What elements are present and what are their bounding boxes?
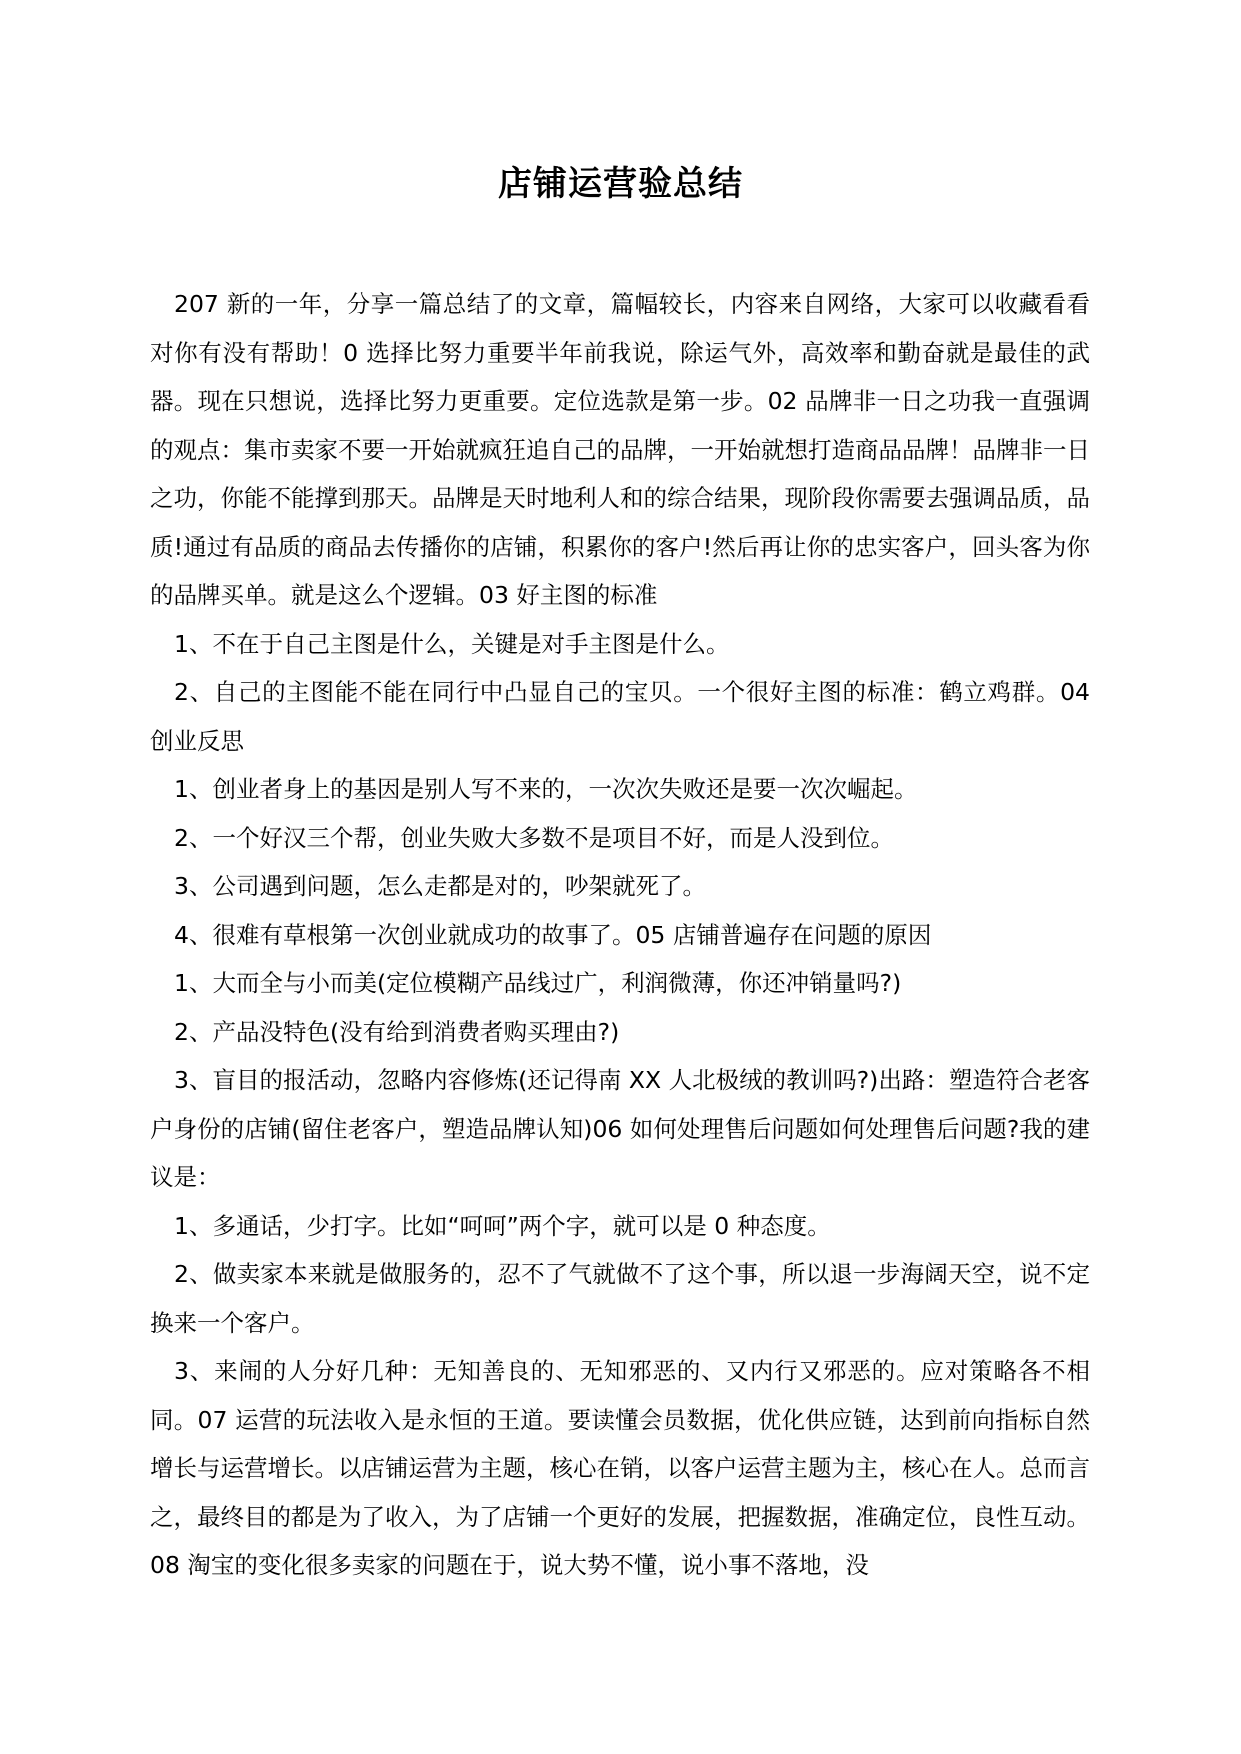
paragraph: 2、一个好汉三个帮，创业失败大多数不是项目不好，而是人没到位。 bbox=[174, 823, 894, 852]
paragraph: 1、不在于自己主图是什么，关键是对手主图是什么。 bbox=[174, 629, 730, 658]
paragraph: 3、盲目的报活动，忽略内容修炼(还记得南 XX 人北极绒的教训吗?)出路：塑造符合老客户身份的店铺(留住老客户，塑造品牌认知)06 如何处理售后问题如何处理售后问题?我的建议是： bbox=[150, 1066, 1090, 1191]
paragraph-intro: 207 新的一年，分享一篇总结了的文章，篇幅较长，内容来自网络，大家可以收藏看看对你有没有帮助！0 选择比努力重要半年前我说，除运气外，高效率和勤奋就是最佳的武器。现在只想说，选择比努力更重要。定位选款是第一步。02 品牌非一日之功我一直强调的观点：集市卖家不要一开始就疯狂追自己的品牌，一开始就想打造商品品牌！品牌非一日之功，你能不能撑到那天。品牌是天时地利人和的综合结果，现阶段你需要去强调品质，品质!通过有品质的商品去传播你的店铺，积累你的客户!然后再让你的忠实客户，回头客为你的品牌买单。就是这么个逻辑。03 好主图的标准 bbox=[150, 290, 1090, 609]
document-title: 店铺运营验总结 bbox=[498, 164, 743, 204]
paragraph: 1、大而全与小而美(定位模糊产品线过广，利润微薄，你还冲销量吗?) bbox=[174, 969, 902, 997]
paragraph: 2、做卖家本来就是做服务的，忍不了气就做不了这个事，所以退一步海阔天空，说不定换来一个客户。 bbox=[150, 1260, 1090, 1337]
paragraph: 4、很难有草根第一次创业就成功的故事了。05 店铺普遍存在问题的原因 bbox=[174, 920, 932, 949]
paragraph: 1、多通话，少打字。比如“呵呵”两个字，就可以是 0 种态度。 bbox=[174, 1211, 831, 1240]
paragraph: 3、来闹的人分好几种：无知善良的、无知邪恶的、又内行又邪恶的。应对策略各不相同。07 运营的玩法收入是永恒的王道。要读懂会员数据，优化供应链，达到前向指标自然增长与运营增长。以店铺运营为主题，核心在销，以客户运营主题为主，核心在人。总而言之，最终目的都是为了收入，为了店铺一个更好的发展，把握数据，准确定位，良性互动。08 淘宝的变化很多卖家的问题在于，说大势不懂，说小事不落地，没 bbox=[150, 1357, 1090, 1579]
paragraph: 3、公司遇到问题，怎么走都是对的，吵架就死了。 bbox=[174, 872, 706, 900]
paragraph: 2、产品没特色(没有给到消费者购买理由?) bbox=[174, 1017, 620, 1046]
paragraph: 2、自己的主图能不能在同行中凸显自己的宝贝。一个很好主图的标准：鹤立鸡群。04 创业反思 bbox=[150, 678, 1090, 755]
document-body bbox=[150, 280, 1090, 1590]
paragraph: 1、创业者身上的基因是别人写不来的，一次次失败还是要一次次崛起。 bbox=[174, 775, 918, 803]
